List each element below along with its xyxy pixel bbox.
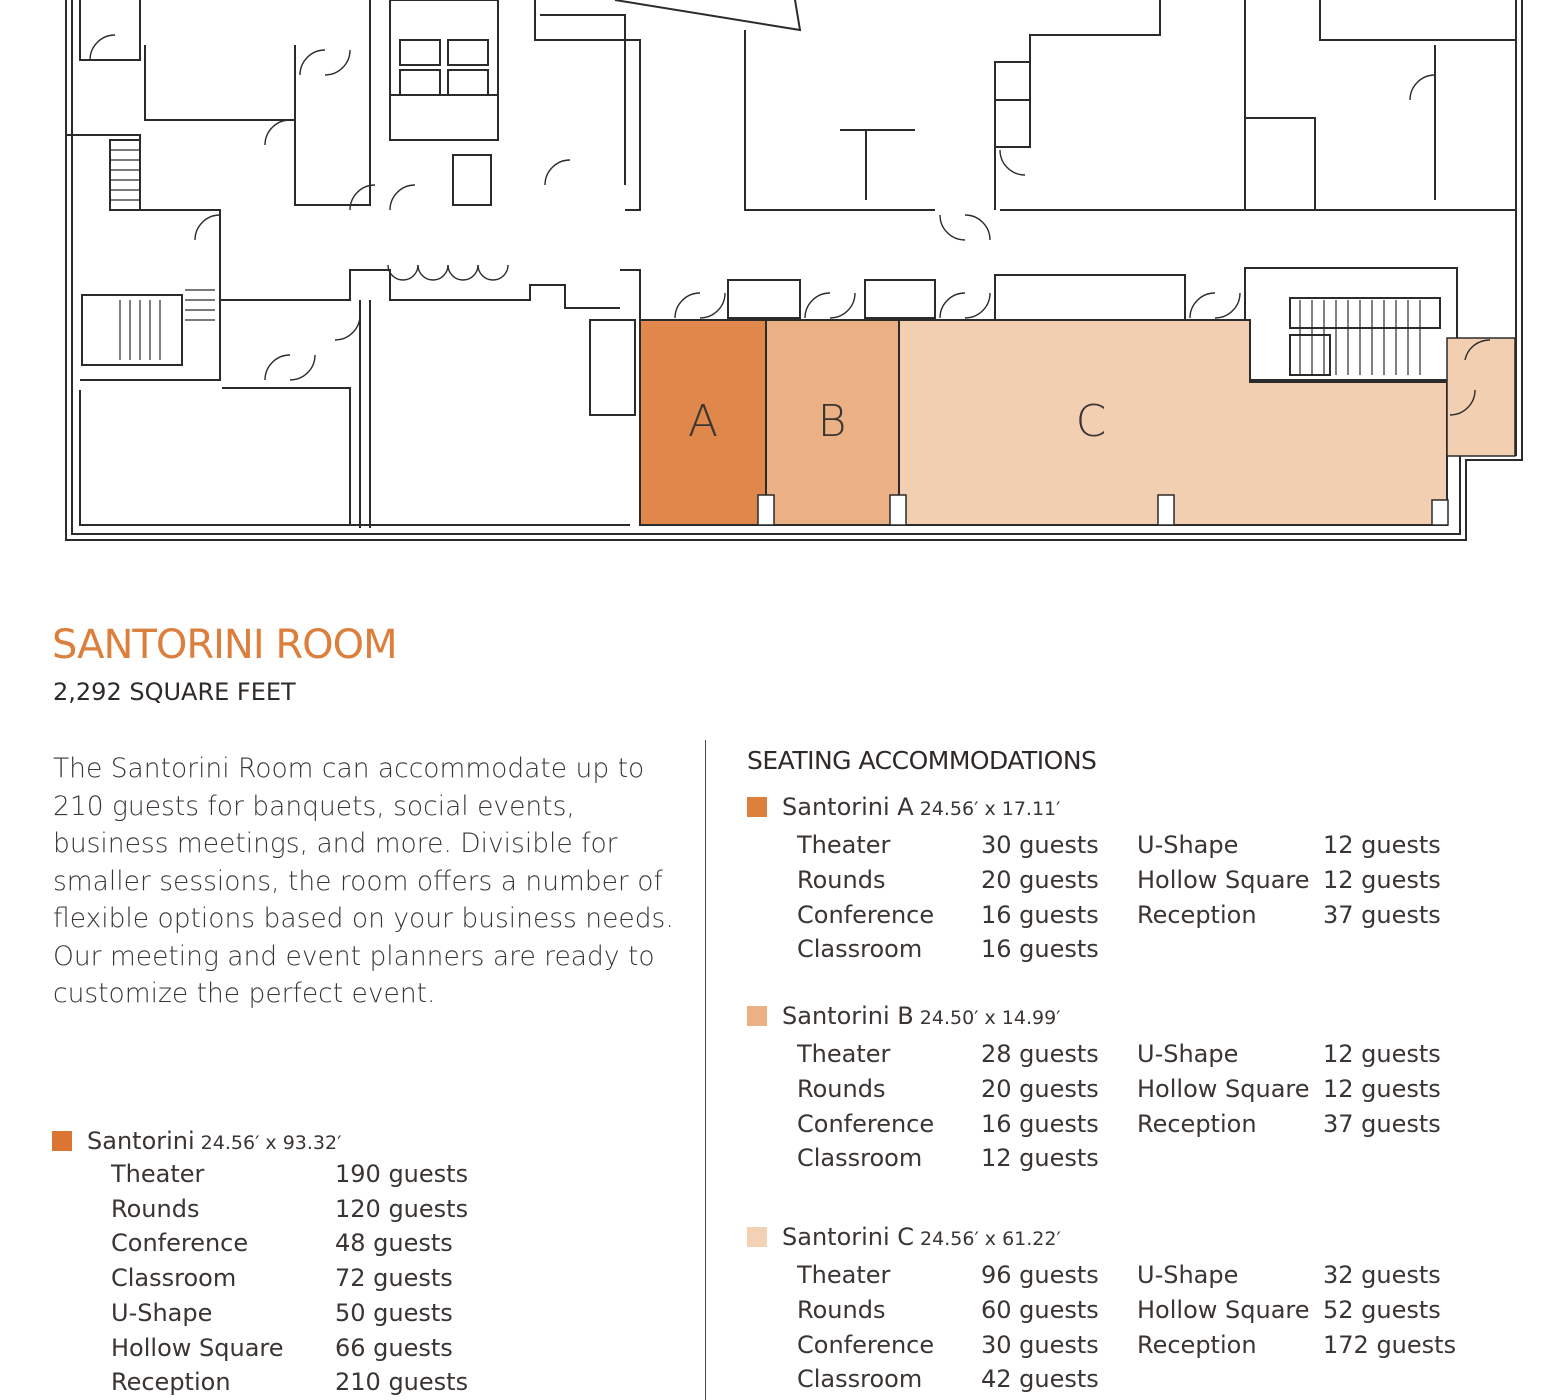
- color-swatch: [747, 1006, 767, 1026]
- room-dimensions: 24.56′ x 61.22′: [920, 1228, 1061, 1250]
- room-santorini-b: [747, 1002, 1507, 1182]
- color-swatch: [747, 797, 767, 817]
- room-dimensions: 24.50′ x 14.99′: [919, 1007, 1061, 1029]
- room-header: [747, 793, 1507, 823]
- seating-style-label: Hollow Square: [1137, 1074, 1310, 1103]
- seating-style-label: Classroom: [111, 1264, 237, 1293]
- page-title: SANTORINI ROOM: [52, 622, 397, 668]
- seating-capacity: 210 guests: [335, 1368, 469, 1397]
- seating-style-label: U-Shape: [1137, 831, 1239, 859]
- seating-style-label: Conference: [797, 900, 935, 929]
- column-divider: [705, 740, 706, 1400]
- seating-capacity: 16 guests: [981, 1109, 1099, 1138]
- seating-style-label: Classroom: [797, 935, 923, 964]
- floor-plan: [0, 0, 1554, 560]
- seating-capacity: 20 guests: [981, 865, 1099, 894]
- section-a-label: A: [687, 396, 719, 447]
- seating-capacity: 30 guests: [981, 831, 1099, 859]
- seating-capacity: 96 guests: [981, 1261, 1099, 1289]
- seating-capacity: 50 guests: [335, 1298, 453, 1327]
- seating-style-label: Reception: [1137, 900, 1257, 929]
- section-c-annex: [1447, 338, 1515, 456]
- seating-heading: SEATING ACCOMMODATIONS: [747, 746, 1097, 775]
- seating-style-label: Reception: [1137, 1109, 1257, 1138]
- seating-capacity: 32 guests: [1323, 1261, 1441, 1289]
- seating-capacity: 12 guests: [1323, 865, 1441, 894]
- room-header: [747, 1002, 1507, 1032]
- seating-capacity: 12 guests: [1323, 1040, 1441, 1068]
- room-santorini-full: [52, 1127, 652, 1397]
- seating-style-label: Theater: [111, 1160, 205, 1188]
- square-feet: 2,292 SQUARE FEET: [53, 678, 296, 706]
- seating-capacity: 190 guests: [335, 1160, 469, 1188]
- room-description: The Santorini Room can accommodate up to 210 guests for banquets, social events, business meetings, and more. Divisible for smaller sessions, the room offers a number of flexible options based on your business needs. Our meeting and event planners are ready to customize the perfect event.: [53, 753, 674, 1009]
- room-name: Santorini B: [782, 1002, 914, 1030]
- seating-capacity: 16 guests: [981, 900, 1099, 929]
- room-santorini-c: [747, 1223, 1507, 1400]
- seating-style-label: Conference: [111, 1229, 249, 1258]
- seating-capacity: 12 guests: [981, 1144, 1099, 1173]
- room-dimensions: 24.56′ x 93.32′: [200, 1132, 342, 1154]
- seating-style-label: U-Shape: [1137, 1040, 1239, 1068]
- room-header: [52, 1127, 652, 1157]
- seating-capacity: 52 guests: [1323, 1295, 1441, 1324]
- section-b-label: B: [817, 396, 847, 447]
- room-santorini-a: [747, 793, 1507, 973]
- room-name: Santorini C: [782, 1223, 915, 1251]
- seating-capacity: 16 guests: [981, 935, 1099, 964]
- seating-style-label: Rounds: [111, 1194, 200, 1223]
- seating-capacity: 30 guests: [981, 1330, 1099, 1359]
- seating-capacity: 12 guests: [1323, 831, 1441, 859]
- seating-capacity: 12 guests: [1323, 1074, 1441, 1103]
- seating-style-label: U-Shape: [1137, 1261, 1239, 1289]
- room-header: [747, 1223, 1507, 1253]
- seating-style-label: Classroom: [797, 1144, 923, 1173]
- seating-style-label: Reception: [1137, 1330, 1257, 1359]
- seating-style-label: Hollow Square: [111, 1333, 284, 1362]
- seating-style-label: Rounds: [797, 1295, 886, 1324]
- seating-capacity: 66 guests: [335, 1333, 453, 1362]
- seating-capacity: 60 guests: [981, 1295, 1099, 1324]
- section-c-label: C: [1075, 396, 1107, 447]
- seating-capacity: 172 guests: [1323, 1330, 1457, 1359]
- seating-capacity: 120 guests: [335, 1194, 469, 1223]
- seating-capacity: 72 guests: [335, 1264, 453, 1293]
- room-name: Santorini: [87, 1127, 195, 1155]
- seating-capacity: 37 guests: [1323, 1109, 1441, 1138]
- seating-style-label: Theater: [797, 1261, 891, 1289]
- seating-capacity: 28 guests: [981, 1040, 1099, 1068]
- seating-style-label: Hollow Square: [1137, 865, 1310, 894]
- seating-style-label: Conference: [797, 1330, 935, 1359]
- room-dimensions: 24.56′ x 17.11′: [919, 798, 1061, 820]
- seating-style-label: Theater: [797, 1040, 891, 1068]
- seating-style-label: Theater: [797, 831, 891, 859]
- seating-style-label: Conference: [797, 1109, 935, 1138]
- color-swatch: [52, 1131, 72, 1151]
- seating-style-label: Rounds: [797, 1074, 886, 1103]
- seating-capacity: 48 guests: [335, 1229, 453, 1258]
- seating-style-label: Rounds: [797, 865, 886, 894]
- seating-capacity: 37 guests: [1323, 900, 1441, 929]
- seating-style-label: Reception: [111, 1368, 231, 1397]
- color-swatch: [747, 1227, 767, 1247]
- room-name: Santorini A: [782, 793, 914, 821]
- seating-style-label: Classroom: [797, 1365, 923, 1394]
- seating-style-label: U-Shape: [111, 1298, 213, 1327]
- seating-capacity: 42 guests: [981, 1365, 1099, 1394]
- seating-capacity: 20 guests: [981, 1074, 1099, 1103]
- seating-style-label: Hollow Square: [1137, 1295, 1310, 1324]
